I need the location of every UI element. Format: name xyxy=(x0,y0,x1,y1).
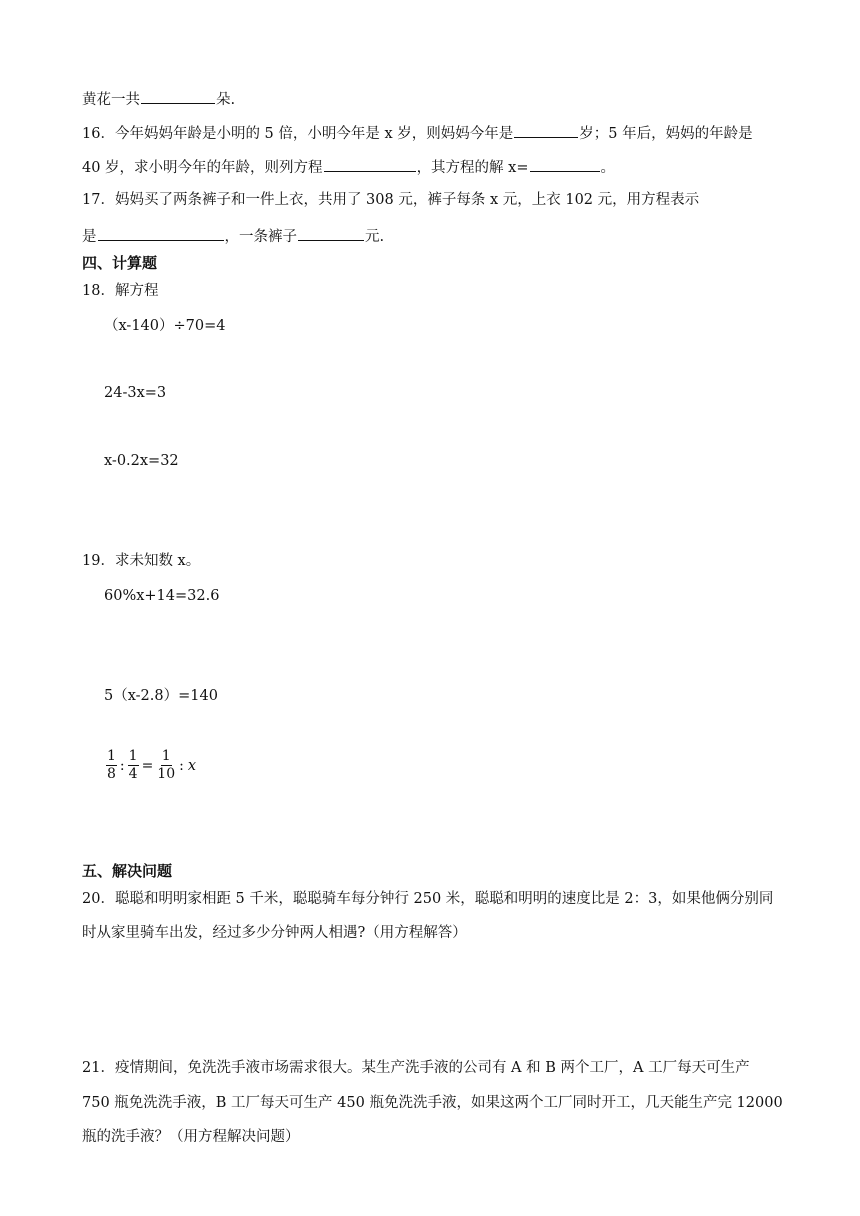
q16-equation-blank[interactable] xyxy=(324,156,416,172)
q16-line-1: 16．今年妈妈年龄是小明的 5 倍，小明今年是 x 岁，则妈妈今年是 岁；5 年后，妈妈的年龄是 xyxy=(82,122,753,144)
q16-mother-age-blank[interactable] xyxy=(514,122,578,138)
q17-line-2: 是 ，一条裤子 元. xyxy=(82,225,384,247)
q20-line-2: 时从家里骑车出发，经过多少分钟两人相遇?（用方程解答） xyxy=(82,925,467,941)
q18-equation-2: 24-3x=3 xyxy=(104,385,167,401)
q18-equation-3: x-0.2x=32 xyxy=(104,453,179,469)
q17-pants-price-blank[interactable] xyxy=(298,225,364,241)
q18-title: 18．解方程 xyxy=(82,283,159,299)
section-4-heading: 四、计算题 xyxy=(82,254,158,272)
q19-equation-3: $\frac{1}{8}$ : $\frac{1}{4}$ = $\frac{1}{10}$ : x xyxy=(107,748,197,782)
fraction-1-8: $\frac{1}{8}$ xyxy=(107,748,116,782)
q16-line-2: 40 岁，求小明今年的年龄，则列方程 ，其方程的解 x= 。 xyxy=(82,156,615,178)
q18-equation-1: （x-140）÷70=4 xyxy=(104,318,226,334)
fraction-1-4: $\frac{1}{4}$ xyxy=(128,748,138,782)
q21-line-3: 瓶的洗手液？（用方程解决问题） xyxy=(82,1129,300,1145)
q19-equation-1: 60%x+14=32.6 xyxy=(104,588,220,604)
q17-line-1: 17．妈妈买了两条裤子和一件上衣，共用了 308 元，裤子每条 x 元，上衣 102 元，用方程表示 xyxy=(82,192,700,208)
section-5-heading: 五、解决问题 xyxy=(82,862,173,880)
q19-title: 19．求未知数 x。 xyxy=(82,553,201,569)
q21-line-2: 750 瓶免洗洗手液，B 工厂每天可生产 450 瓶免洗洗手液，如果这两个工厂同时开工，几天能生产完 12000 xyxy=(82,1095,783,1111)
fraction-1-10: $\frac{1}{10}$ xyxy=(157,748,176,782)
q16-solution-blank[interactable] xyxy=(530,156,600,172)
q19-equation-2: 5（x-2.8）=140 xyxy=(104,688,218,704)
q15-tail-line: 黄花一共 朵. xyxy=(82,88,235,110)
q20-line-1: 20．聪聪和明明家相距 5 千米，聪聪骑车每分钟行 250 米，聪聪和明明的速度比是 2：3，如果他俩分别同 xyxy=(82,891,774,907)
q15-answer-blank[interactable] xyxy=(141,88,215,104)
q21-line-1: 21．疫情期间，免洗洗手液市场需求很大。某生产洗手液的公司有 A 和 B 两个工厂，A 工厂每天可生产 xyxy=(82,1060,750,1076)
q17-equation-blank[interactable] xyxy=(98,225,224,241)
